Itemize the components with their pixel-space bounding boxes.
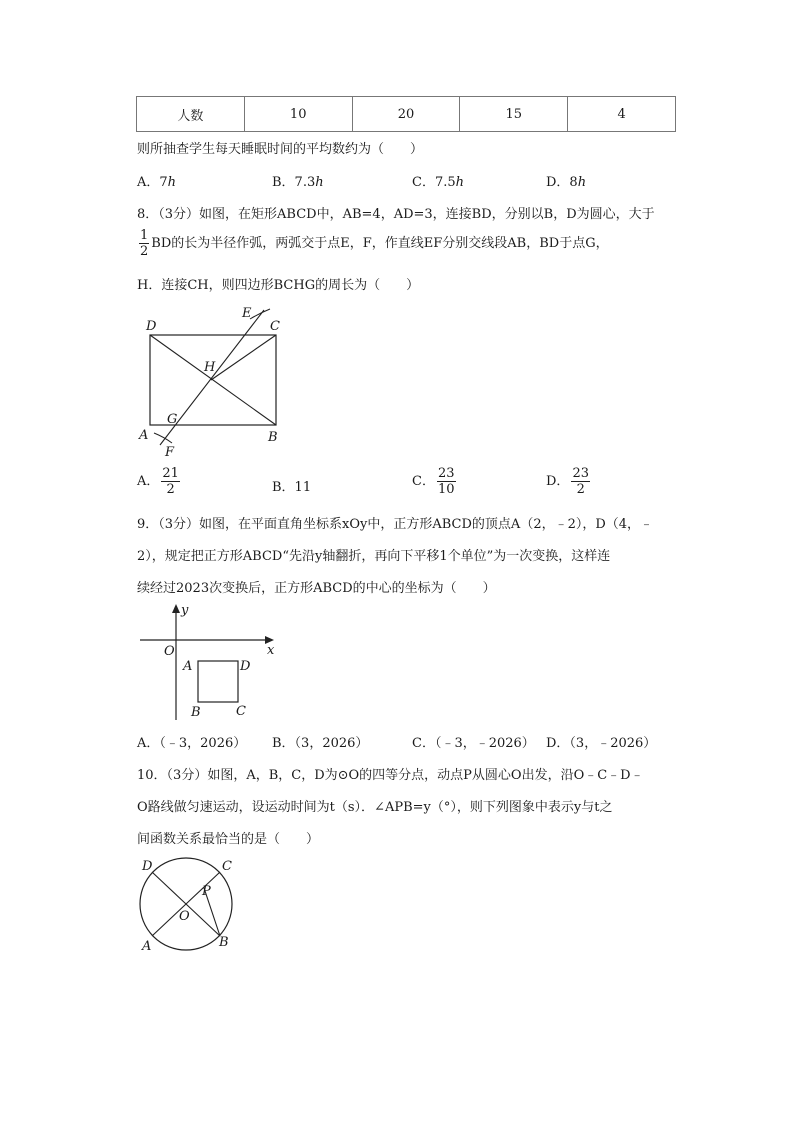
label-b: B — [219, 935, 229, 950]
label-o: O — [164, 644, 175, 659]
label-b: B — [191, 705, 201, 720]
label-c: C — [222, 859, 232, 874]
q7-option-c[interactable] — [412, 171, 464, 190]
q10-line3: 间函数关系最恰当的是（ ） — [137, 832, 320, 847]
q8-rectangle-figure — [136, 305, 296, 465]
label-f: F — [165, 445, 175, 460]
q7-option-b[interactable] — [272, 171, 324, 190]
label-y: y — [181, 603, 189, 618]
label-x: x — [267, 643, 275, 658]
segment-ch — [211, 335, 276, 380]
label-p: P — [202, 884, 211, 899]
q9-option-b[interactable]: B．（3，2026） — [272, 736, 369, 751]
q9-option-a[interactable]: A．（﹣3，2026） — [137, 736, 247, 751]
table-cell: 15 — [460, 97, 568, 132]
label-c: C — [270, 319, 280, 334]
table-cell: 20 — [352, 97, 460, 132]
fraction-half — [139, 228, 149, 259]
fraction-numerator: 23 — [572, 466, 589, 481]
q8-line2-text: BD的长为半径作弧，两弧交于点E，F，作直线EF分别交线段AB，BD于点G， — [151, 236, 609, 251]
label-d: D — [146, 319, 157, 334]
label-o: O — [179, 909, 190, 924]
unit-h: h — [577, 175, 587, 190]
fraction-denominator: 10 — [437, 482, 455, 497]
option-fraction — [571, 466, 590, 497]
fraction-numerator: 1 — [140, 228, 149, 243]
fraction-denominator: 2 — [140, 244, 149, 259]
q8-line2 — [137, 228, 609, 259]
table-cell-header: 人数 — [137, 97, 245, 132]
fraction-denominator: 2 — [576, 482, 585, 497]
fraction-numerator: 23 — [437, 466, 455, 481]
q7-option-d[interactable] — [546, 171, 586, 190]
q9-option-d[interactable]: D．（3，﹣2026） — [546, 736, 657, 751]
label-a: A — [183, 659, 193, 674]
label-d: D — [142, 859, 153, 874]
unit-h: h — [167, 175, 177, 190]
option-fraction — [161, 466, 180, 497]
fraction-numerator: 21 — [162, 466, 179, 481]
label-b: B — [268, 430, 278, 445]
q9-coordinate-figure — [136, 600, 286, 725]
label-g: G — [167, 412, 178, 427]
option-prefix: D． — [546, 474, 570, 489]
option-fraction — [437, 466, 456, 497]
table-row — [137, 97, 676, 132]
label-e: E — [242, 306, 252, 321]
q10-circle-figure — [136, 852, 246, 957]
q8-line1: 8．（3分）如图，在矩形ABCD中，AB=4，AD=3，连接BD，分别以B，D为圆心，大于 — [137, 207, 655, 222]
option-text: C．7.5 — [412, 175, 456, 190]
option-text: D．8 — [546, 175, 578, 190]
q7-stem: 则所抽查学生每天睡眠时间的平均数约为（ ） — [137, 142, 424, 157]
label-d: D — [240, 659, 251, 674]
q8-option-a[interactable] — [137, 466, 182, 497]
q7-option-a[interactable] — [137, 171, 176, 190]
q10-line1: 10．（3分）如图，A，B，C，D为⊙O的四等分点，动点P从圆心O出发，沿O﹣C﹣D﹣ — [137, 768, 644, 783]
q9-option-c[interactable]: C．（﹣3，﹣2026） — [412, 736, 535, 751]
q8-line3: H．连接CH，则四边形BCHG的周长为（ ） — [137, 278, 420, 293]
option-prefix: C． — [412, 474, 435, 489]
table-cell: 10 — [244, 97, 352, 132]
q8-option-d[interactable] — [546, 466, 592, 497]
option-prefix: A． — [137, 474, 160, 489]
arc-e — [250, 309, 270, 319]
q9-line3: 续经过2023次变换后，正方形ABCD的中心的坐标为（ ） — [137, 581, 496, 596]
option-text: B．7.3 — [272, 175, 316, 190]
table-cell: 4 — [568, 97, 676, 132]
q8-option-b[interactable]: B．11 — [272, 480, 312, 495]
q10-line2: O路线做匀速运动，设运动时间为t（s）．∠APB=y（°），则下列图象中表示y与t之 — [137, 800, 613, 815]
q8-option-c[interactable] — [412, 466, 458, 497]
option-text: A．7 — [137, 175, 168, 190]
q9-line1: 9．（3分）如图，在平面直角坐标系xOy中，正方形ABCD的顶点A（2，﹣2），D（4，﹣ — [137, 517, 654, 532]
label-a: A — [142, 939, 152, 954]
label-a: A — [139, 428, 149, 443]
unit-h: h — [455, 175, 464, 190]
label-h: H — [204, 360, 216, 375]
q9-line2: 2），规定把正方形ABCD“先沿y轴翻折，再向下平移1个单位”为一次变换，这样连 — [137, 549, 611, 564]
y-axis-arrow — [172, 604, 180, 613]
fraction-denominator: 2 — [166, 482, 175, 497]
label-c: C — [236, 704, 246, 719]
square-abcd — [198, 661, 238, 702]
unit-h: h — [315, 175, 324, 190]
sleep-stats-table — [136, 96, 676, 132]
